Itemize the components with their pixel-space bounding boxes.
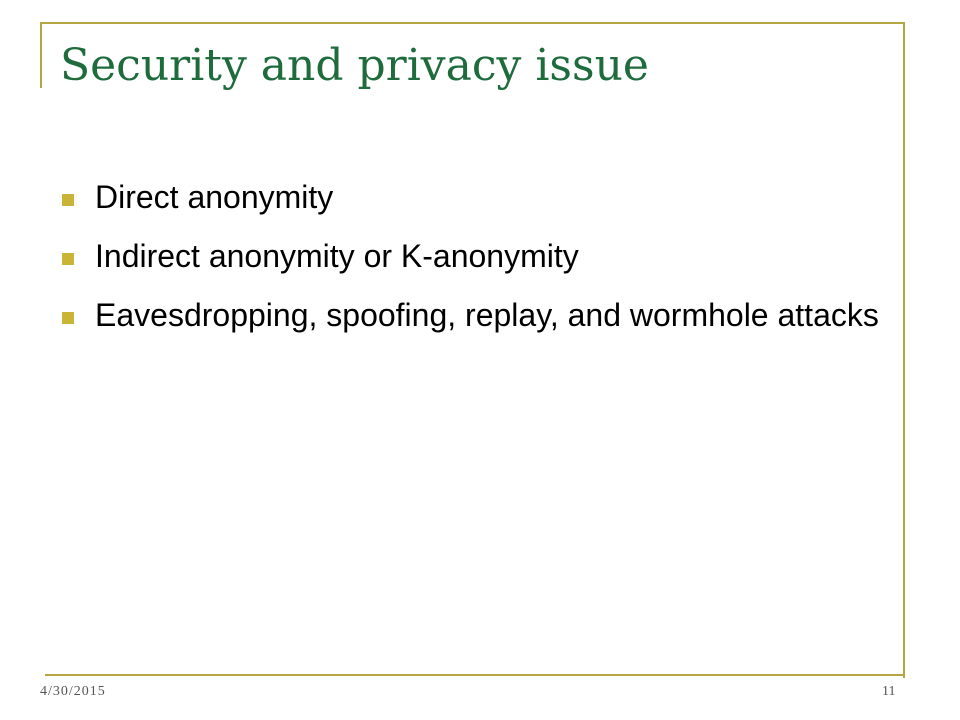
square-bullet-icon xyxy=(62,194,74,206)
slide-title: Security and privacy issue xyxy=(60,40,649,91)
frame-right-line xyxy=(903,22,905,678)
bullet-text: Eavesdropping, spoofing, replay, and wormhole attacks xyxy=(95,297,879,333)
frame-left-line xyxy=(40,22,42,88)
square-bullet-icon xyxy=(62,312,74,324)
square-bullet-icon xyxy=(62,253,74,265)
bullet-item xyxy=(62,237,882,275)
bullet-text: Indirect anonymity or K-anonymity xyxy=(95,238,579,274)
bullet-item xyxy=(62,296,882,334)
bullet-item xyxy=(62,178,882,216)
footer-page-number: 11 xyxy=(882,684,896,699)
frame-top-line xyxy=(40,22,905,24)
bullet-list xyxy=(62,178,882,355)
frame-bottom-line xyxy=(45,674,905,676)
footer-date: 4/30/2015 xyxy=(40,684,106,699)
bullet-text: Direct anonymity xyxy=(95,179,334,215)
